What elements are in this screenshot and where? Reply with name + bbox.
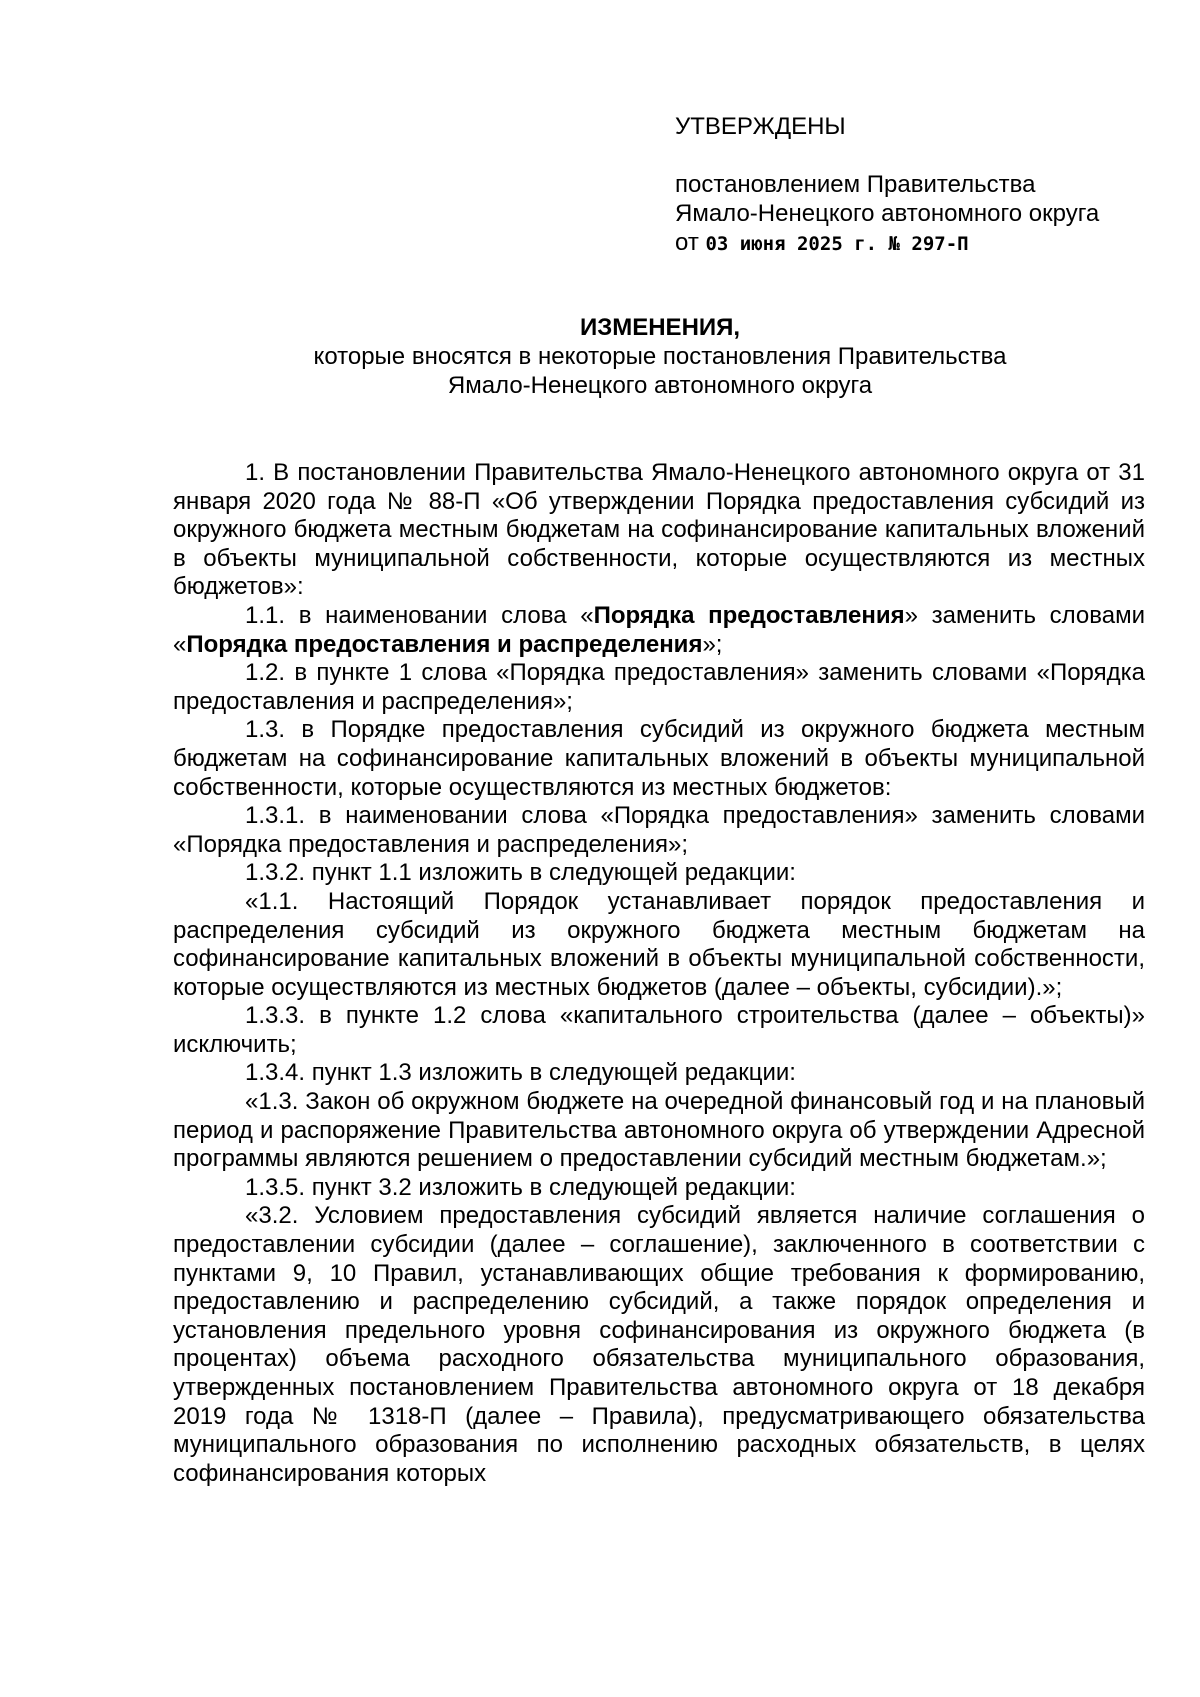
quoted-paragraph-3-2: «3.2. Условием предоставления субсидий является наличие соглашения о предоставлении субсидии (далее – соглашение), заключенного в соответствии с пунктами 9, 10 Правил, устанавливающих общие требования к формированию, предоставлению и распределению субсидий, а также порядок определения и установления предельного уровня софинансирования из окружного бюджета (в процентах) объема расходного обязательства муниципального образования, утвержденных постановлением Правительства автономного округа от 18 декабря 2019 года № 1318-П (далее – Правила), предусматривающего обязательства муниципального образования по исполнению расходных обязательств, в целях софинансирования которых	[173, 1202, 1145, 1487]
quoted-paragraph-1-3: «1.3. Закон об окружном бюджете на очередной финансовый год и на плановый период и распоряжение Правительства автономного округа об утверждении Адресной программы являются решением о предоставлении субсидий местным бюджетам.»;	[173, 1088, 1145, 1173]
document-heading	[160, 313, 1160, 400]
approval-date-value: 03 июня 2025 г. № 297-П	[705, 233, 969, 255]
quoted-paragraph-1-1: «1.1. Настоящий Порядок устанавливает порядок предоставления и распределения субсидий из окружного бюджета местным бюджетам на софинансирование капитальных вложений в объекты муниципальной собственности, которые осуществляются из местных бюджетов (далее – объекты, субсидии).»;	[173, 887, 1145, 1001]
paragraph-1-1-after: »;	[702, 630, 723, 658]
approval-date-line	[675, 228, 1175, 259]
approval-line-2: Ямало-Ненецкого автономного округа	[675, 200, 1100, 227]
document-body	[173, 459, 1145, 1488]
approval-block	[675, 112, 1175, 259]
paragraph-1-3-4: 1.3.4. пункт 1.3 изложить в следующей редакции:	[245, 1059, 796, 1087]
approval-title: УТВЕРЖДЕНЫ	[675, 113, 846, 140]
approval-date-prefix: от	[675, 229, 699, 256]
paragraph-1-1	[173, 602, 1145, 659]
paragraph-1: 1. В постановлении Правительства Ямало-Ненецкого автономного округа от 31 января 2020 года № 88-П «Об утверждении Порядка предоставления субсидий из окружного бюджета местным бюджетам на софинансирование капитальных вложений в объекты муниципальной собственности, которые осуществляются из местных бюджетов»:	[173, 459, 1145, 601]
heading-subtitle-line-1: которые вносятся в некоторые постановления Правительства	[313, 343, 1007, 370]
heading-title: ИЗМЕНЕНИЯ,	[579, 314, 741, 341]
heading-subtitle-line-2: Ямало-Ненецкого автономного округа	[447, 372, 873, 399]
approval-line-1: постановлением Правительства	[675, 171, 1036, 198]
paragraph-1-3: 1.3. в Порядке предоставления субсидий из окружного бюджета местным бюджетам на софинансирование капитальных вложений в объекты муниципальной собственности, которые осуществляются из местных бюджетов:	[173, 716, 1145, 801]
paragraph-1-3-3: 1.3.3. в пункте 1.2 слова «капитального строительства (далее – объекты)» исключить;	[173, 1002, 1145, 1058]
paragraph-1-2: 1.2. в пункте 1 слова «Порядка предоставления» заменить словами «Порядка предоставления и распределения»;	[173, 659, 1145, 715]
paragraph-1-1-bold-1: Порядка предоставления	[593, 601, 905, 629]
paragraph-1-3-2: 1.3.2. пункт 1.1 изложить в следующей редакции:	[245, 859, 796, 887]
paragraph-1-1-middle: » заменить словами «	[173, 601, 1145, 658]
paragraph-1-3-5: 1.3.5. пункт 3.2 изложить в следующей редакции:	[245, 1173, 796, 1201]
paragraph-1-3-1: 1.3.1. в наименовании слова «Порядка предоставления» заменить словами «Порядка предоставления и распределения»;	[173, 802, 1145, 858]
paragraph-1-1-before: 1.1. в наименовании слова «	[245, 601, 594, 629]
paragraph-1-1-bold-2: Порядка предоставления и распределения	[186, 630, 703, 658]
